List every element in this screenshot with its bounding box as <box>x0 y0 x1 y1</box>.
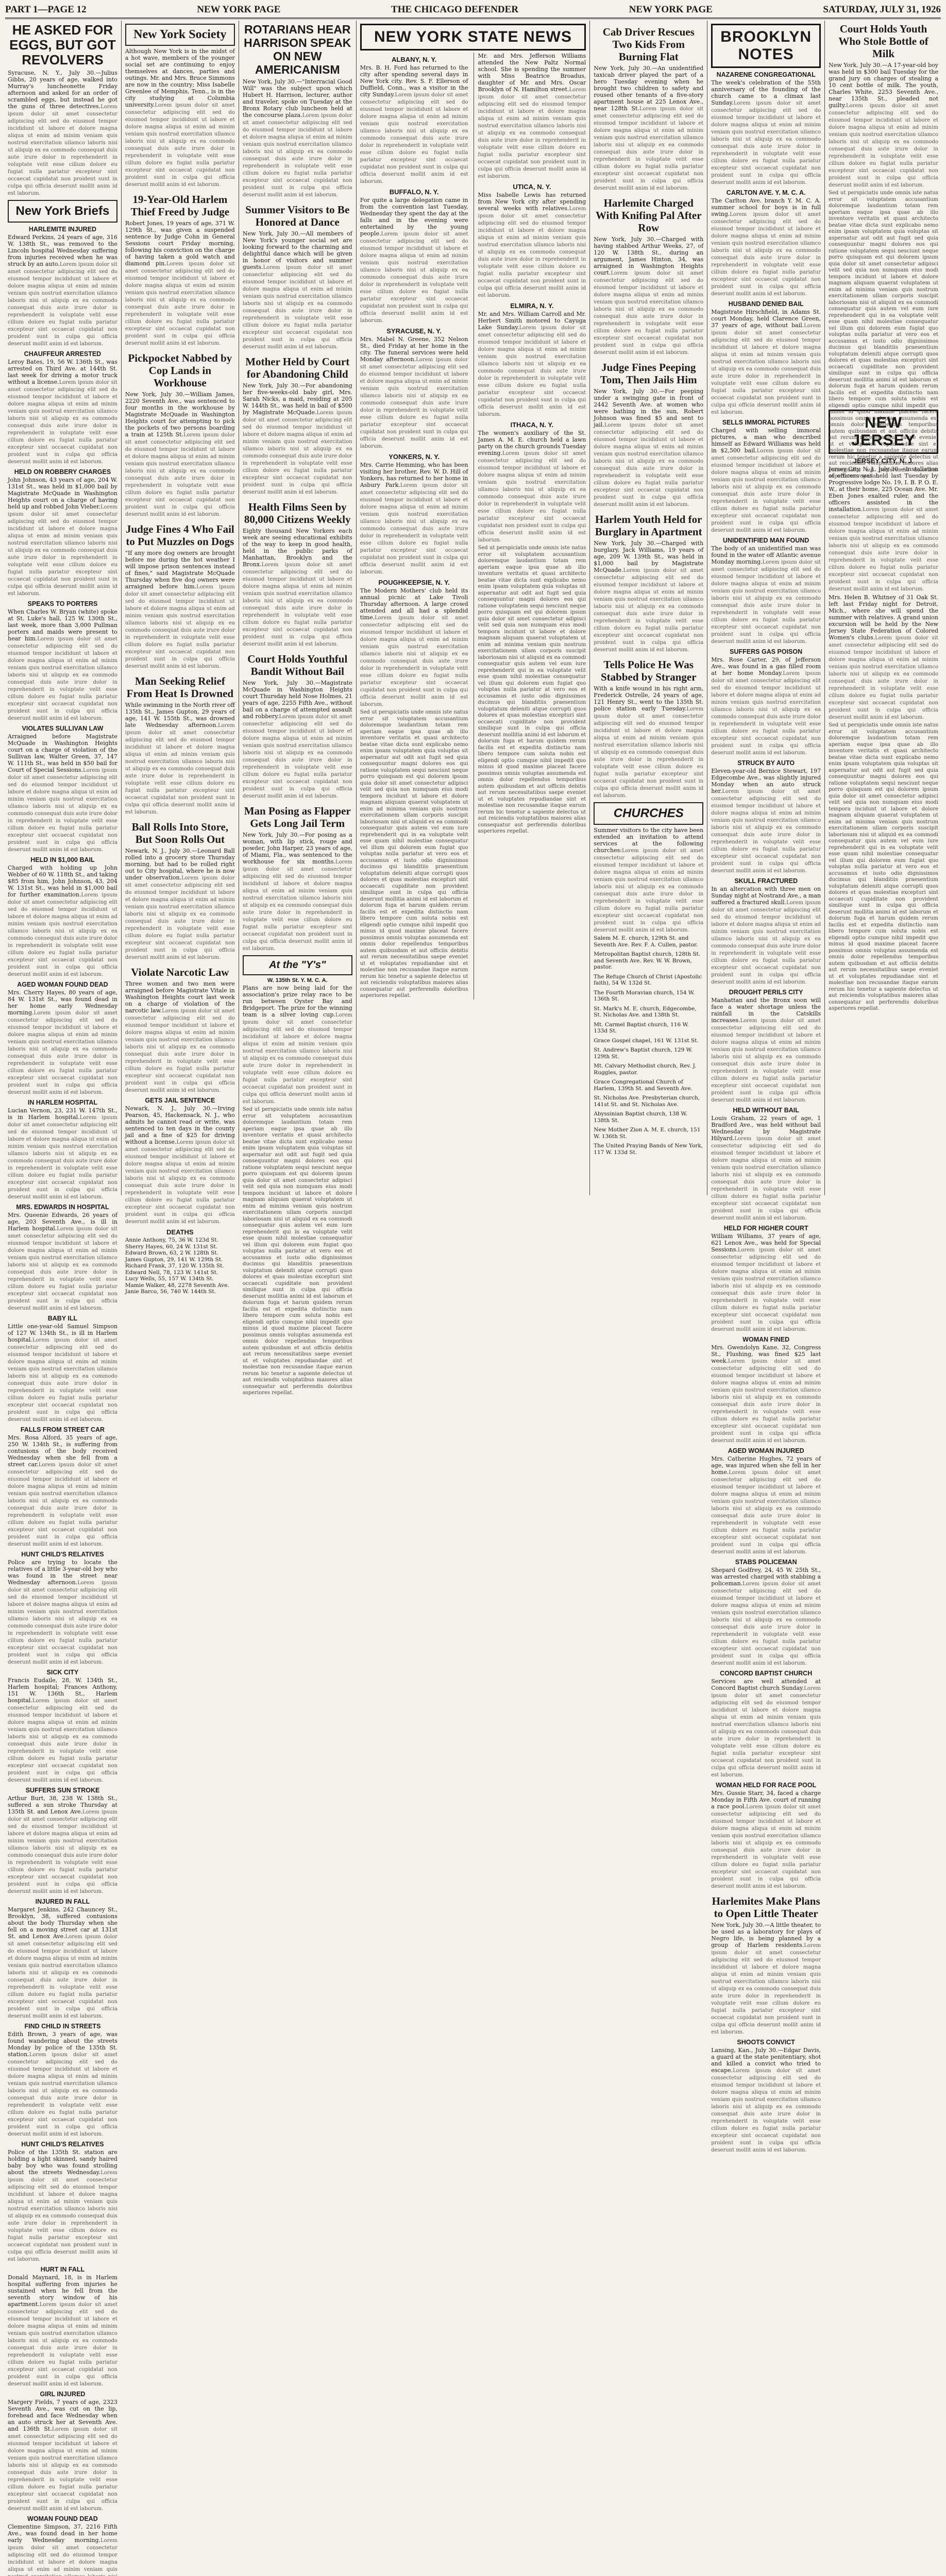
ys-title: At the "Y's" <box>243 955 352 975</box>
ys-article: Plans are now being laid for the association's prize relay race to be run between Oyster Bay and Bridgeport. The prize for the winning team is a silver loving cup. Lorem ipsum dolor sit amet consectetur adipiscing elit sed do eiusmod tempor incididunt ut labore et dolore magna aliqua ut enim ad minim veniam quis nostrud exercitation ullamco laboris nisi ut aliquip ex ea commodo consequat duis aute irure dolor in reprehenderit in voluptate velit esse cillum dolore eu fugiat nulla pariatur excepteur sint occaecat cupidatat non proident sunt in culpa qui officia deserunt mollit anim id est laborum. <box>243 985 352 1105</box>
column-5 <box>590 21 707 1195</box>
brief-headline: HUNT CHILD'S RELATIVES <box>21 1551 104 1558</box>
issue-date: SATURDAY, JULY 31, 1926 <box>823 4 941 15</box>
dateline: UTICA, N. Y. <box>513 183 551 191</box>
story-text: "If any more dog owners are brought before me during the hot weather I will impose prison sentences instead of fines," said Magistrate McQuade Thursday when five dog owners were arraigned before him. Lorem ipsum dolor sit amet consectetur adipiscing elit sed do eiusmod tempor incididunt ut labore et dolore magna aliqua ut enim ad minim veniam quis nostrud exercitation ullamco laboris nisi ut aliquip ex ea commodo consequat duis aute irure dolor in reprehenderit in voluptate velit esse cillum dolore eu fugiat nulla pariatur excepteur sint occaecat cupidatat non proident sunt in culpa qui officia deserunt mollit anim id est laborum. <box>125 550 235 670</box>
death-entry: Edward Nell, 78, 123 W. 141st St. <box>125 1269 218 1276</box>
page-columns <box>4 21 942 2544</box>
churches-intro: Summer visitors to the city have been extended an invitation to attend services at the following churches: Lorem ipsum dolor sit amet consectetur adipiscing elit sed do eiusmod tempor incididunt ut labore et dolore magna aliqua ut enim ad minim veniam quis nostrud exercitation ullamco laboris nisi ut aliquip ex ea commodo consequat duis aute irure dolor in reprehenderit in voluptate velit esse cillum dolore eu fugiat nulla pariatur excepteur sint occaecat cupidatat non proident sunt in culpa qui officia deserunt mollit anim id est laborum. <box>594 827 703 934</box>
brief-headline: VIOLATES SULLIVAN LAW <box>22 725 104 732</box>
dateline: BUFFALO, N. Y. <box>389 188 439 196</box>
little-theater-headline: Harlemites Make Plans to Open Little Theater <box>712 1895 820 1920</box>
dateline: ELMIRA, N. Y. <box>510 302 554 310</box>
dateline: ITHACA, N. Y. <box>510 421 554 429</box>
brief-headline: FIND CHILD IN STREETS <box>24 2023 101 2030</box>
column-3 <box>239 21 357 1195</box>
brief-text: Margery Fields, 7 years of age, 2323 Seventh Ave., was cut on the lip, forehead and face Wednesday when an auto struck her at Seventh Ave. and 136th St. Lorem ipsum dolor sit amet consectetur adipiscing elit sed do eiusmod tempor incididunt ut labore et dolore magna aliqua ut enim ad minim veniam quis nostrud exercitation ullamco laboris nisi ut aliquip ex ea commodo consequat duis aute irure dolor in reprehenderit in voluptate velit esse cillum dolore eu fugiat nulla pariatur excepteur sint occaecat cupidatat non proident sunt in culpa qui officia deserunt mollit anim id est laborum. <box>8 2399 117 2512</box>
brief-headline: WOMAN FOUND DEAD <box>27 2515 98 2522</box>
churches-list <box>594 935 703 1156</box>
column-1 <box>4 21 122 2544</box>
column-2 <box>122 21 239 1295</box>
church-entry: Abyssinian Baptist church, 138 W. 138th St. <box>594 1111 687 1124</box>
story-headline: Harlem Youth Held for Burglary in Apartment <box>595 513 702 538</box>
new-jersey-article: Jersey City, N. J., July 30.—Installation of officers was held last Tuesday by Progressive lodge No. 19, I. B. P. O. E. W., at their home, 225 Ocean Ave. Mr. Eben Jones exalted ruler, and the officers assisted in the installation. Lorem ipsum dolor sit amet consectetur adipiscing elit sed do eiusmod tempor incididunt ut labore et dolore magna aliqua ut enim ad minim veniam quis nostrud exercitation ullamco laboris nisi ut aliquip ex ea commodo consequat duis aute irure dolor in reprehenderit in voluptate velit esse cillum dolore eu fugiat nulla pariatur excepteur sint occaecat cupidatat non proident sunt in culpa qui officia deserunt mollit anim id est laborum. <box>829 466 938 592</box>
brooklyn-headline: SELLS IMMORAL PICTURES <box>722 419 810 426</box>
lead-article-rotarians: New York, July 30.—"Interracial Good Will" was the subject upon which Hubert H. Harrison, lecturer, author and traveler, spoke on Tuesday at the Bronx Rotary club luncheon held at the concourse plaza. Lorem ipsum dolor sit amet consectetur adipiscing elit sed do eiusmod tempor incididunt ut labore et dolore magna aliqua ut enim ad minim veniam quis nostrud exercitation ullamco laboris nisi ut aliquip ex ea commodo consequat duis aute irure dolor in reprehenderit in voluptate velit esse cillum dolore eu fugiat nulla pariatur excepteur sint occaecat cupidatat non proident sunt in culpa qui officia deserunt mollit anim id est laborum. <box>243 78 352 198</box>
story-headline: Tells Police He Was Stabbed by Stranger <box>600 658 697 683</box>
brooklyn-text: Manhattan and the Bronx soon will face a water shortage unless the rainfall in the Catskills increases. Lorem ipsum dolor sit amet consectetur adipiscing elit sed do eiusmod tempor incididunt ut labore et dolore magna aliqua ut enim ad minim veniam quis nostrud exercitation ullamco laboris nisi ut aliquip ex ea commodo consequat duis aute irure dolor in reprehenderit in voluptate velit esse cillum dolore eu fugiat nulla pariatur excepteur sint occaecat cupidatat non proident sunt in culpa qui officia deserunt mollit anim id est laborum. <box>711 997 821 1104</box>
story-headline: Harlemite Charged With Knifing Pal After Row <box>595 197 702 234</box>
brief-text: Little one-year-old Samuel Simpson of 127 W. 134th St., is ill in Harlem hospital. Lorem ipsum dolor sit amet consectetur adipiscing elit sed do eiusmod tempor incididunt ut labore et dolore magna aliqua ut enim ad minim veniam quis nostrud exercitation ullamco laboris nisi ut aliquip ex ea commodo consequat duis aute irure dolor in reprehenderit in voluptate velit esse cillum dolore eu fugiat nulla pariatur excepteur sint occaecat cupidatat non proident sunt in culpa qui officia deserunt mollit anim id est laborum. <box>8 1323 117 1423</box>
brooklyn-text: In an altercation with three men on Sunday night at Nostrand Ave., a man suffered a fractured skull. Lorem ipsum dolor sit amet consectetur adipiscing elit sed do eiusmod tempor incididunt ut labore et dolore magna aliqua ut enim ad minim veniam quis nostrud exercitation ullamco laboris nisi ut aliquip ex ea commodo consequat duis aute irure dolor in reprehenderit in voluptate velit esse cillum dolore eu fugiat nulla pariatur excepteur sint occaecat cupidatat non proident sunt in culpa qui officia deserunt mollit anim id est laborum. <box>711 886 821 986</box>
church-entry: The United Praying Bands of New York, 117 W. 133d St. <box>594 1143 703 1156</box>
death-entry: Edward Brown, 63, 2 W. 128th St. <box>125 1250 218 1256</box>
brooklyn-headline: CONCORD BAPTIST CHURCH <box>720 1670 813 1677</box>
church-entry: Metropolitan Baptist church, 128th St. and Seventh Ave. Rev. W. W. Brown, pastor. <box>594 951 701 970</box>
brief-headline: MRS. EDWARDS IN HOSPITAL <box>16 1204 109 1211</box>
story-text: While swimming in the North river off 135th St., James Gupton, 29 years of age, 141 W. 155th St., was drowned late Wednesday afternoon. Lorem ipsum dolor sit amet consectetur adipiscing elit sed do eiusmod tempor incididunt ut labore et dolore magna aliqua ut enim ad minim veniam quis nostrud exercitation ullamco laboris nisi ut aliquip ex ea commodo consequat duis aute irure dolor in reprehenderit in voluptate velit esse cillum dolore eu fugiat nulla pariatur excepteur sint occaecat cupidatat non proident sunt in culpa qui officia deserunt mollit anim id est laborum. <box>125 702 235 816</box>
story-text: New York, July 30.—Magistrate McQuade in Washington Heights court Thursday held Nose Holmes, 21 years of age, 2255 Fifth Ave., without bail on a charge of attempted assault and robbery. Lorem ipsum dolor sit amet consectetur adipiscing elit sed do eiusmod tempor incididunt ut labore et dolore magna aliqua ut enim ad minim veniam quis nostrud exercitation ullamco laboris nisi ut aliquip ex ea commodo consequat duis aute irure dolor in reprehenderit in voluptate velit esse cillum dolore eu fugiat nulla pariatur excepteur sint occaecat cupidatat non proident sunt in culpa qui officia deserunt mollit anim id est laborum. <box>243 680 352 800</box>
brooklyn-text: Charged with selling immoral pictures, a man who described himself as Edward Williams was held in $2,500 bail. Lorem ipsum dolor sit amet consectetur adipiscing elit sed do eiusmod tempor incididunt ut labore et dolore magna aliqua ut enim ad minim veniam quis nostrud exercitation ullamco laboris nisi ut aliquip ex ea commodo consequat duis aute irure dolor in reprehenderit in voluptate velit esse cillum dolore eu fugiat nulla pariatur excepteur sint occaecat cupidatat non proident sunt in culpa qui officia deserunt mollit anim id est laborum. <box>711 427 821 534</box>
ys-subtitle: W. 135th St. Y. M. C. A. <box>267 977 328 984</box>
briefs-list <box>8 226 117 2576</box>
brooklyn-text: Shepard Godfrey, 24, 45 W. 25th St., was arrested charged with stabbing a policeman. Lorem ipsum dolor sit amet consectetur adipiscing elit sed do eiusmod tempor incididunt ut labore et dolore magna aliqua ut enim ad minim veniam quis nostrud exercitation ullamco laboris nisi ut aliquip ex ea commodo consequat duis aute irure dolor in reprehenderit in voluptate velit esse cillum dolore eu fugiat nulla pariatur excepteur sint occaecat cupidatat non proident sunt in culpa qui officia deserunt mollit anim id est laborum. <box>711 1567 821 1667</box>
brief-text: Police of the 135th St. station are holding a light skinned, sandy haired baby boy who was found strolling about the streets Wednesday. Lorem ipsum dolor sit amet consectetur adipiscing elit sed do eiusmod tempor incididunt ut labore et dolore magna aliqua ut enim ad minim veniam quis nostrud exercitation ullamco laboris nisi ut aliquip ex ea commodo consequat duis aute irure dolor in reprehenderit in voluptate velit esse cillum dolore eu fugiat nulla pariatur excepteur sint occaecat cupidatat non proident sunt in culpa qui officia deserunt mollit anim id est laborum. <box>8 2149 117 2263</box>
brief-headline: AGED WOMAN FOUND DEAD <box>17 981 108 988</box>
state-news-text: Mrs. Mabel N. Greene, 352 Nelson St., died Friday at her home in the city. The funeral services were held Monday afternoon. Lorem ipsum dolor sit amet consectetur adipiscing elit sed do eiusmod tempor incididunt ut labore et dolore magna aliqua ut enim ad minim veniam quis nostrud exercitation ullamco laboris nisi ut aliquip ex ea commodo consequat duis aute irure dolor in reprehenderit in voluptate velit esse cillum dolore eu fugiat nulla pariatur excepteur sint occaecat cupidatat non proident sunt in culpa qui officia deserunt mollit anim id est laborum. <box>360 336 468 450</box>
briefs-title: New York Briefs <box>8 200 117 223</box>
brooklyn-headline: SUFFERS GAS POISON <box>730 648 803 655</box>
col5-stories <box>594 26 703 799</box>
brooklyn-text: Mrs. Gussie Starr, 34, faced a charge Monday in Fifth Ave. court of running a race pool. Lorem ipsum dolor sit amet consectetur adipiscing elit sed do eiusmod tempor incididunt ut labore et dolore magna aliqua ut enim ad minim veniam quis nostrud exercitation ullamco laboris nisi ut aliquip ex ea commodo consequat duis aute irure dolor in reprehenderit in voluptate velit esse cillum dolore eu fugiat nulla pariatur excepteur sint occaecat cupidatat non proident sunt in culpa qui officia deserunt mollit anim id est laborum. <box>711 1790 821 1890</box>
page-number: PART 1—PAGE 12 <box>5 4 87 15</box>
milk-headline: Court Holds Youth Who Stole Bottle of Milk <box>838 23 928 60</box>
column-7 <box>825 21 942 1195</box>
brief-headline: SICK CITY <box>46 1669 79 1676</box>
new-jersey-title: NEW JERSEY <box>829 410 938 454</box>
church-entry: The Refuge Church of Christ (Apostolic faith), 54 W. 132d St. <box>594 973 702 986</box>
dateline: ALBANY, N. Y. <box>392 56 437 63</box>
convict-article: Lansing, Kan., July 30.—Edgar Davis, a guard at the state penitentiary, shot and killed a convict who tried to escape. Lorem ipsum dolor sit amet consectetur adipiscing elit sed do eiusmod tempor incididunt ut labore et dolore magna aliqua ut enim ad minim veniam quis nostrud exercitation ullamco laboris nisi ut aliquip ex ea commodo consequat duis aute irure dolor in reprehenderit in voluptate velit esse cillum dolore eu fugiat nulla pariatur excepteur sint occaecat cupidatat non proident sunt in culpa qui officia deserunt mollit anim id est laborum. <box>711 2047 821 2154</box>
story-text: New York, July 30.—For abandoning her five-weeks-old baby girl, Mrs. Sarah Nicks, a maid, residing at 205 W. 144th St., was held in bail of $500 by Magistrate McQuade. Lorem ipsum dolor sit amet consectetur adipiscing elit sed do eiusmod tempor incididunt ut labore et dolore magna aliqua ut enim ad minim veniam quis nostrud exercitation ullamco laboris nisi ut aliquip ex ea commodo consequat duis aute irure dolor in reprehenderit in voluptate velit esse cillum dolore eu fugiat nulla pariatur excepteur sint occaecat cupidatat non proident sunt in culpa qui officia deserunt mollit anim id est laborum. <box>243 382 352 496</box>
brief-headline: SPEAKS TO PORTERS <box>27 600 98 607</box>
brief-text: Arraigned before Magistrate McQuade in Washington Heights court on a charge of violation of the Sullivan law, Walter Green, 37, 147 W. 111th St., was held in $50 bail for Court of Special Sessions. Lorem ipsum dolor sit amet consectetur adipiscing elit sed do eiusmod tempor incididunt ut labore et dolore magna aliqua ut enim ad minim veniam quis nostrud exercitation ullamco laboris nisi ut aliquip ex ea commodo consequat duis aute irure dolor in reprehenderit in voluptate velit esse cillum dolore eu fugiat nulla pariatur excepteur sint occaecat cupidatat non proident sunt in culpa qui officia deserunt mollit anim id est laborum. <box>8 733 117 853</box>
church-entry: New Mother Zion A. M. E. church, 151 W. 136th St. <box>594 1127 701 1140</box>
convict-headline: SHOOTS CONVICT <box>737 2039 795 2046</box>
brief-text: Clementine Simpson, 37, 2216 Fifth Ave., was found dead in her home early Wednesday morning. Lorem ipsum dolor sit amet consectetur adipiscing elit sed do eiusmod tempor incididunt ut labore et dolore magna aliqua ut enim ad minim veniam quis nostrud exercitation ullamco laboris nisi ut aliquip ex ea commodo consequat duis aute irure dolor in reprehenderit in voluptate velit esse cillum dolore eu fugiat nulla pariatur excepteur sint occaecat cupidatat non proident sunt in culpa qui officia deserunt mollit anim id est laborum. <box>8 2523 117 2576</box>
society-title: New York Society <box>125 24 235 46</box>
state-news-left <box>360 53 468 999</box>
brief-text: Donald Maynard, 18, is in Harlem hospital suffering from injuries he sustained when he fell from the seventh story window of his apartment. Lorem ipsum dolor sit amet consectetur adipiscing elit sed do eiusmod tempor incididunt ut labore et dolore magna aliqua ut enim ad minim veniam quis nostrud exercitation ullamco laboris nisi ut aliquip ex ea commodo consequat duis aute irure dolor in reprehenderit in voluptate velit esse cillum dolore eu fugiat nulla pariatur excepteur sint occaecat cupidatat non proident sunt in culpa qui officia deserunt mollit anim id est laborum. <box>8 2274 117 2387</box>
story-headline: Man Seeking Relief From Heat Is Drowned <box>126 675 234 700</box>
churches-title: CHURCHES <box>594 802 703 825</box>
brief-text: Police are trying to locate the relatives of a little 3-year-old boy who was found in the street near Wednesday afternoon. Lorem ipsum dolor sit amet consectetur adipiscing elit sed do eiusmod tempor incididunt ut labore et dolore magna aliqua ut enim ad minim veniam quis nostrud exercitation ullamco laboris nisi ut aliquip ex ea commodo consequat duis aute irure dolor in reprehenderit in voluptate velit esse cillum dolore eu fugiat nulla pariatur excepteur sint occaecat cupidatat non proident sunt in culpa qui officia deserunt mollit anim id est laborum. <box>8 1559 117 1666</box>
brooklyn-text: Services are well attended at Concord Baptist church Sunday. Lorem ipsum dolor sit amet consectetur adipiscing elit sed do eiusmod tempor incididunt ut labore et dolore magna aliqua ut enim ad minim veniam quis nostrud exercitation ullamco laboris nisi ut aliquip ex ea commodo consequat duis aute irure dolor in reprehenderit in voluptate velit esse cillum dolore eu fugiat nulla pariatur excepteur sint occaecat cupidatat non proident sunt in culpa qui officia deserunt mollit anim id est laborum. <box>711 1678 821 1778</box>
brief-text: Francis Eudaile, 28, W. 134th St., Harlem hospital; Frances Anthony, 151 W. 136th St., Harlem hospital. Lorem ipsum dolor sit amet consectetur adipiscing elit sed do eiusmod tempor incididunt ut labore et dolore magna aliqua ut enim ad minim veniam quis nostrud exercitation ullamco laboris nisi ut aliquip ex ea commodo consequat duis aute irure dolor in reprehenderit in voluptate velit esse cillum dolore eu fugiat nulla pariatur excepteur sint occaecat cupidatat non proident sunt in culpa qui officia deserunt mollit anim id est laborum. <box>8 1677 117 1784</box>
brooklyn-headline: NAZARENE CONGREGATIONAL <box>716 71 816 78</box>
state-news-text: For quite a large delegation came in from the convention last Tuesday, Wednesday they spent the day at the falls and in the evening were entertained by the young people. Lorem ipsum dolor sit amet consectetur adipiscing elit sed do eiusmod tempor incididunt ut labore et dolore magna aliqua ut enim ad minim veniam quis nostrud exercitation ullamco laboris nisi ut aliquip ex ea commodo consequat duis aute irure dolor in reprehenderit in voluptate velit esse cillum dolore eu fugiat nulla pariatur excepteur sint occaecat cupidatat non proident sunt in culpa qui officia deserunt mollit anim id est laborum. <box>360 197 468 324</box>
story-text: Newark, N. J., July 30.—Leonard Ball rolled into a grocery store Thursday morning, but had to be rolled right out to City hospital, where he is now under observation. Lorem ipsum dolor sit amet consectetur adipiscing elit sed do eiusmod tempor incididunt ut labore et dolore magna aliqua ut enim ad minim veniam quis nostrud exercitation ullamco laboris nisi ut aliquip ex ea commodo consequat duis aute irure dolor in reprehenderit in voluptate velit esse cillum dolore eu fugiat nulla pariatur excepteur sint occaecat cupidatat non proident sunt in culpa qui officia deserunt mollit anim id est laborum. <box>125 848 235 961</box>
story-text: Eighty thousand New Yorkers each week are seeing educational exhibits of the way to keep in good health, held in the public parks of Manhattan, Brooklyn and the Bronx. Lorem ipsum dolor sit amet consectetur adipiscing elit sed do eiusmod tempor incididunt ut labore et dolore magna aliqua ut enim ad minim veniam quis nostrud exercitation ullamco laboris nisi ut aliquip ex ea commodo consequat duis aute irure dolor in reprehenderit in voluptate velit esse cillum dolore eu fugiat nulla pariatur excepteur sint occaecat cupidatat non proident sunt in culpa qui officia deserunt mollit anim id est laborum. <box>243 528 352 648</box>
brief-headline: SUFFERS SUN STROKE <box>25 1787 100 1794</box>
column-6 <box>707 21 825 2074</box>
brooklyn-text: The body of an unidentified man was found in the water off Atlantic avenue Monday morning. Lorem ipsum dolor sit amet consectetur adipiscing elit sed do eiusmod tempor incididunt ut labore et dolore magna aliqua ut enim ad minim veniam quis nostrud exercitation ullamco laboris nisi ut aliquip ex ea commodo consequat duis aute irure dolor in reprehenderit in voluptate velit esse cillum dolore eu fugiat nulla pariatur excepteur sint occaecat cupidatat non proident sunt in culpa qui officia deserunt mollit anim id est laborum. <box>711 545 821 645</box>
brooklyn-text: Eleven-year-old Bernice Stewart, 197 Edgecombe Ave., was slightly injured Monday when an auto struck her. Lorem ipsum dolor sit amet consectetur adipiscing elit sed do eiusmod tempor incididunt ut labore et dolore magna aliqua ut enim ad minim veniam quis nostrud exercitation ullamco laboris nisi ut aliquip ex ea commodo consequat duis aute irure dolor in reprehenderit in voluptate velit esse cillum dolore eu fugiat nulla pariatur excepteur sint occaecat cupidatat non proident sunt in culpa qui officia deserunt mollit anim id est laborum. <box>711 768 821 874</box>
story-text: New York, July 30.—William James, 2220 Seventh Ave., was sentenced to four months in the workhouse by Magistrate McQuade in Washington Heights court for attempting to pick the pockets of two persons boarding a train at 125th St. Lorem ipsum dolor sit amet consectetur adipiscing elit sed do eiusmod tempor incididunt ut labore et dolore magna aliqua ut enim ad minim veniam quis nostrud exercitation ullamco laboris nisi ut aliquip ex ea commodo consequat duis aute irure dolor in reprehenderit in voluptate velit esse cillum dolore eu fugiat nulla pariatur excepteur sint occaecat cupidatat non proident sunt in culpa qui officia deserunt mollit anim id est laborum. <box>125 391 235 518</box>
filler-text <box>360 709 468 999</box>
brief-headline: INJURED IN FALL <box>35 1898 90 1905</box>
brief-headline: HELD IN $1,000 BAIL <box>30 856 95 863</box>
church-entry: Salem M. E. church, 129th St. and Seventh Ave. Rev. F. A. Cullen, pastor. <box>594 935 698 948</box>
little-theater-article: New York, July 30.—A little theater, to be used as a laboratory for plays of Negro life, is being planned by a group of Harlem residents. Lorem ipsum dolor sit amet consectetur adipiscing elit sed do eiusmod tempor incididunt ut labore et dolore magna aliqua ut enim ad minim veniam quis nostrud exercitation ullamco laboris nisi ut aliquip ex ea commodo consequat duis aute irure dolor in reprehenderit in voluptate velit esse cillum dolore eu fugiat nulla pariatur excepteur sint occaecat cupidatat non proident sunt in culpa qui officia deserunt mollit anim id est laborum. <box>711 1922 821 2036</box>
brooklyn-headline: DROUGHT PERILS CITY <box>729 989 803 996</box>
column-4 <box>357 21 590 1195</box>
story-headline: Judge Fines 4 Who Fail to Put Muzzles on Dogs <box>125 523 234 548</box>
story-headline: Violate Narcotic Law <box>131 966 229 978</box>
brief-text: John Johnson, 43 years of age, 204 W. 131st St., was held in $1,000 bail by Magistrate McQuade in Washington Heights court on a charge of having held up and robbed John Vieber. Lorem ipsum dolor sit amet consectetur adipiscing elit sed do eiusmod tempor incididunt ut labore et dolore magna aliqua ut enim ad minim veniam quis nostrud exercitation ullamco laboris nisi ut aliquip ex ea commodo consequat duis aute irure dolor in reprehenderit in voluptate velit esse cillum dolore eu fugiat nulla pariatur excepteur sint occaecat cupidatat non proident sunt in culpa qui officia deserunt mollit anim id est laborum. <box>8 477 117 597</box>
brooklyn-text: Mrs. Rose Carter, 29, of Jefferson Ave., was found in a gas filled room at her home Monday. Lorem ipsum dolor sit amet consectetur adipiscing elit sed do eiusmod tempor incididunt ut labore et dolore magna aliqua ut enim ad minim veniam quis nostrud exercitation ullamco laboris nisi ut aliquip ex ea commodo consequat duis aute irure dolor in reprehenderit in voluptate velit esse cillum dolore eu fugiat nulla pariatur excepteur sint occaecat cupidatat non proident sunt in culpa qui officia deserunt mollit anim id est laborum. <box>711 656 821 756</box>
state-news-title: NEW YORK STATE NEWS <box>360 24 586 50</box>
brief-headline: HELD ON ROBBERY CHARGES <box>14 468 111 476</box>
story-headline: Summer Visitors to Be Honored at Dance <box>245 204 350 228</box>
story-text: New York, July 30.—All members of New York's younger social set are looking forward to the charming and delightful dance which will be given in honor of visitors and summer guests. Lorem ipsum dolor sit amet consectetur adipiscing elit sed do eiusmod tempor incididunt ut labore et dolore magna aliqua ut enim ad minim veniam quis nostrud exercitation ullamco laboris nisi ut aliquip ex ea commodo consequat duis aute irure dolor in reprehenderit in voluptate velit esse cillum dolore eu fugiat nulla pariatur excepteur sint occaecat cupidatat non proident sunt in culpa qui officia deserunt mollit anim id est laborum. <box>243 230 352 350</box>
brief-headline: HARLEMITE INJURED <box>28 226 97 233</box>
filler-text <box>829 190 938 406</box>
brooklyn-text: Louis Graham, 22 years of age, 1 Bradford Ave., was held without bail Wednesday by Magistrate Hilyard. Lorem ipsum dolor sit amet consectetur adipiscing elit sed do eiusmod tempor incididunt ut labore et dolore magna aliqua ut enim ad minim veniam quis nostrud exercitation ullamco laboris nisi ut aliquip ex ea commodo consequat duis aute irure dolor in reprehenderit in voluptate velit esse cillum dolore eu fugiat nulla pariatur excepteur sint occaecat cupidatat non proident sunt in culpa qui officia deserunt mollit anim id est laborum. <box>711 1115 821 1222</box>
brief-headline: FALLS FROM STREET CAR <box>20 1426 105 1433</box>
story-headline: Mother Held by Court for Abandoning Child <box>245 355 350 380</box>
section-label-right: NEW YORK PAGE <box>629 4 713 15</box>
brooklyn-headline: CARLTON AVE. Y. M. C. A. <box>726 189 806 196</box>
jersey-city-dateline: JERSEY CITY, N. J. <box>853 457 914 465</box>
brief-headline: GIRL INJURED <box>40 2391 86 2398</box>
brooklyn-headline: STABS POLICEMAN <box>735 1558 797 1566</box>
brief-headline: IN HARLEM HOSPITAL <box>27 1099 98 1106</box>
church-entry: Mt. Carmel Baptist church, 116 W. 133d St. <box>594 1021 689 1034</box>
state-news-body <box>360 53 586 999</box>
church-entry: The Fourth Moravian church, 154 W. 136th St. <box>594 989 695 1002</box>
jail-article: Newark, N. J., July 30.—Irving Pearson, 45, Hackensack, N. J., who admits he cannot read or write, was sentenced to ten days in the county jail and a fine of $25 for driving without a license. Lorem ipsum dolor sit amet consectetur adipiscing elit sed do eiusmod tempor incididunt ut labore et dolore magna aliqua ut enim ad minim veniam quis nostrud exercitation ullamco laboris nisi ut aliquip ex ea commodo consequat duis aute irure dolor in reprehenderit in voluptate velit esse cillum dolore eu fugiat nulla pariatur excepteur sint occaecat cupidatat non proident sunt in culpa qui officia deserunt mollit anim id est laborum. <box>125 1105 235 1225</box>
brooklyn-headline: HUSBAND DENIED BAIL <box>728 300 804 308</box>
brief-text: Mrs. Cherry Hayes, 80 years of age, 84 W. 131st St., was found dead in her home early Wednesday morning. Lorem ipsum dolor sit amet consectetur adipiscing elit sed do eiusmod tempor incididunt ut labore et dolore magna aliqua ut enim ad minim veniam quis nostrud exercitation ullamco laboris nisi ut aliquip ex ea commodo consequat duis aute irure dolor in reprehenderit in voluptate velit esse cillum dolore eu fugiat nulla pariatur excepteur sint occaecat cupidatat non proident sunt in culpa qui officia deserunt mollit anim id est laborum. <box>8 989 117 1096</box>
story-headline: Health Films Seen by 80,000 Citizens Weekly <box>244 501 351 526</box>
story-headline: Court Holds Youthful Bandit Without Bail <box>247 653 348 677</box>
state-news-text: Mrs. B. H. Ford has returned to the city after spending several days in New York city. Rev. S. F. Ellerson of Duffield, Conn., was a visitor in the city Sunday. Lorem ipsum dolor sit amet consectetur adipiscing elit sed do eiusmod tempor incididunt ut labore et dolore magna aliqua ut enim ad minim veniam quis nostrud exercitation ullamco laboris nisi ut aliquip ex ea commodo consequat duis aute irure dolor in reprehenderit in voluptate velit esse cillum dolore eu fugiat nulla pariatur excepteur sint occaecat cupidatat non proident sunt in culpa qui officia deserunt mollit anim id est laborum. <box>360 64 468 185</box>
church-entry: Mt. Calvary Methodist church, Rev. J. Ruggles, pastor. <box>594 1063 697 1076</box>
state-news-text: Miss Isabelle Lewis has returned from New York city after spending several weeks with relatives. Lorem ipsum dolor sit amet consectetur adipiscing elit sed do eiusmod tempor incididunt ut labore et dolore magna aliqua ut enim ad minim veniam quis nostrud exercitation ullamco laboris nisi ut aliquip ex ea commodo consequat duis aute irure dolor in reprehenderit in voluptate velit esse cillum dolore eu fugiat nulla pariatur excepteur sint occaecat cupidatat non proident sunt in culpa qui officia deserunt mollit anim id est laborum. <box>478 192 586 299</box>
brief-headline: HURT IN FALL <box>40 2266 85 2273</box>
brooklyn-text: Mrs. Gwendolyn Kane, 32, Congress St., Flushing, was fined $25 last week. Lorem ipsum dolor sit amet consectetur adipiscing elit sed do eiusmod tempor incididunt ut labore et dolore magna aliqua ut enim ad minim veniam quis nostrud exercitation ullamco laboris nisi ut aliquip ex ea commodo consequat duis aute irure dolor in reprehenderit in voluptate velit esse cillum dolore eu fugiat nulla pariatur excepteur sint occaecat cupidatat non proident sunt in culpa qui officia deserunt mollit anim id est laborum. <box>711 1344 821 1444</box>
brief-text: Margaret Jenkins, 242 Chauncey St., Brooklyn, 38, suffered contusions about the body Thursday when she fell on a moving street car at 131st St. and Lenox Ave. Lorem ipsum dolor sit amet consectetur adipiscing elit sed do eiusmod tempor incididunt ut labore et dolore magna aliqua ut enim ad minim veniam quis nostrud exercitation ullamco laboris nisi ut aliquip ex ea commodo consequat duis aute irure dolor in reprehenderit in voluptate velit esse cillum dolore eu fugiat nulla pariatur excepteur sint occaecat cupidatat non proident sunt in culpa qui officia deserunt mollit anim id est laborum. <box>8 1906 117 2020</box>
brief-text: Charged with holding up John Webber of 60 W. 118th St., and taking $85 from him, John Johnson, 43, 204 W. 131st St., was held in $1,000 bail for further examination. Lorem ipsum dolor sit amet consectetur adipiscing elit sed do eiusmod tempor incididunt ut labore et dolore magna aliqua ut enim ad minim veniam quis nostrud exercitation ullamco laboris nisi ut aliquip ex ea commodo consequat duis aute irure dolor in reprehenderit in voluptate velit esse cillum dolore eu fugiat nulla pariatur excepteur sint occaecat cupidatat non proident sunt in culpa qui officia deserunt mollit anim id est laborum. <box>8 865 117 978</box>
state-news-text: The women's auxiliary of the St. James A. M. E. church held a lawn party on the church grounds Tuesday evening. Lorem ipsum dolor sit amet consectetur adipiscing elit sed do eiusmod tempor incididunt ut labore et dolore magna aliqua ut enim ad minim veniam quis nostrud exercitation ullamco laboris nisi ut aliquip ex ea commodo consequat duis aute irure dolor in reprehenderit in voluptate velit esse cillum dolore eu fugiat nulla pariatur excepteur sint occaecat cupidatat non proident sunt in culpa qui officia deserunt mollit anim id est laborum. <box>478 430 586 544</box>
brooklyn-headline: WOMAN HELD FOR RACE POOL <box>716 1782 817 1789</box>
church-entry: St. Andrew's Baptist church, 129 W. 129th St. <box>594 1047 692 1060</box>
brief-text: Mrs. Queenie Edwards, 26 years of age, 203 Seventh Ave., is ill in Harlem hospital. Lorem ipsum dolor sit amet consectetur adipiscing elit sed do eiusmod tempor incididunt ut labore et dolore magna aliqua ut enim ad minim veniam quis nostrud exercitation ullamco laboris nisi ut aliquip ex ea commodo consequat duis aute irure dolor in reprehenderit in voluptate velit esse cillum dolore eu fugiat nulla pariatur excepteur sint occaecat cupidatat non proident sunt in culpa qui officia deserunt mollit anim id est laborum. <box>8 1212 117 1312</box>
brooklyn-headline: STRUCK BY AUTO <box>737 759 795 767</box>
newspaper-name: THE CHICAGO DEFENDER <box>391 4 519 15</box>
filler-text <box>478 545 586 835</box>
church-entry: St. Nicholas Ave. Presbyterian church, 141st St. and St. Nicholas Ave. <box>594 1095 700 1108</box>
brooklyn-headline: AGED WOMAN INJURED <box>728 1447 804 1454</box>
brooklyn-title: BROOKLYN NOTES <box>711 24 821 68</box>
brief-text: Arthur Burt, 38, 238 W. 138th St., suffered a sun stroke Thursday at 135th St. and Lenox Ave. Lorem ipsum dolor sit amet consectetur adipiscing elit sed do eiusmod tempor incididunt ut labore et dolore magna aliqua ut enim ad minim veniam quis nostrud exercitation ullamco laboris nisi ut aliquip ex ea commodo consequat duis aute irure dolor in reprehenderit in voluptate velit esse cillum dolore eu fugiat nulla pariatur excepteur sint occaecat cupidatat non proident sunt in culpa qui officia deserunt mollit anim id est laborum. <box>8 1795 117 1895</box>
story-headline: Pickpocket Nabbed by Cop Lands in Workhouse <box>128 352 232 389</box>
story-text: New York, July 30.—Charged with burglary, Jack Williams, 19 years of age, 209 W. 139th St., was held in $1,000 bail by Magistrate McQuade. Lorem ipsum dolor sit amet consectetur adipiscing elit sed do eiusmod tempor incididunt ut labore et dolore magna aliqua ut enim ad minim veniam quis nostrud exercitation ullamco laboris nisi ut aliquip ex ea commodo consequat duis aute irure dolor in reprehenderit in voluptate velit esse cillum dolore eu fugiat nulla pariatur excepteur sint occaecat cupidatat non proident sunt in culpa qui officia deserunt mollit anim id est laborum. <box>594 540 703 653</box>
death-entry: Sherry Hayes, 60, 24 W. 131st St. <box>125 1243 218 1250</box>
deaths-list <box>125 1237 235 1295</box>
story-text: New York, July 30.—An unidentified taxicab driver played the part of a hero Tuesday evening when he brought two children to safety and roused other tenants of a five-story apartment house at 225 Lenox Ave., near 128th St. Lorem ipsum dolor sit amet consectetur adipiscing elit sed do eiusmod tempor incididunt ut labore et dolore magna aliqua ut enim ad minim veniam quis nostrud exercitation ullamco laboris nisi ut aliquip ex ea commodo consequat duis aute irure dolor in reprehenderit in voluptate velit esse cillum dolore eu fugiat nulla pariatur excepteur sint occaecat cupidatat non proident sunt in culpa qui officia deserunt mollit anim id est laborum. <box>594 65 703 192</box>
state-news-right <box>474 53 586 999</box>
story-headline: Judge Fines Peeping Tom, Then Jails Him <box>600 361 697 386</box>
brief-text: Edith Brown, 3 years of age, was found wandering about the streets Monday by police of the 135th St. station. Lorem ipsum dolor sit amet consectetur adipiscing elit sed do eiusmod tempor incididunt ut labore et dolore magna aliqua ut enim ad minim veniam quis nostrud exercitation ullamco laboris nisi ut aliquip ex ea commodo consequat duis aute irure dolor in reprehenderit in voluptate velit esse cillum dolore eu fugiat nulla pariatur excepteur sint occaecat cupidatat non proident sunt in culpa qui officia deserunt mollit anim id est laborum. <box>8 2031 117 2138</box>
state-news-text: Mr. and Mrs. William Carroll and Mr. Herbert Smith motored to Cayuga Lake Sunday. Lorem ipsum dolor sit amet consectetur adipiscing elit sed do eiusmod tempor incididunt ut labore et dolore magna aliqua ut enim ad minim veniam quis nostrud exercitation ullamco laboris nisi ut aliquip ex ea commodo consequat duis aute irure dolor in reprehenderit in voluptate velit esse cillum dolore eu fugiat nulla pariatur excepteur sint occaecat cupidatat non proident sunt in culpa qui officia deserunt mollit anim id est laborum. <box>478 311 586 418</box>
brooklyn-text: William Williams, 37 years of age, 621 Lenox Ave., was held for Special Sessions. Lorem ipsum dolor sit amet consectetur adipiscing elit sed do eiusmod tempor incididunt ut labore et dolore magna aliqua ut enim ad minim veniam quis nostrud exercitation ullamco laboris nisi ut aliquip ex ea commodo consequat duis aute irure dolor in reprehenderit in voluptate velit esse cillum dolore eu fugiat nulla pariatur excepteur sint occaecat cupidatat non proident sunt in culpa qui officia deserunt mollit anim id est laborum. <box>711 1233 821 1333</box>
brooklyn-text: The week's celebration of the 55th anniversary of the founding of the church came to a climax last Sunday. Lorem ipsum dolor sit amet consectetur adipiscing elit sed do eiusmod tempor incididunt ut labore et dolore magna aliqua ut enim ad minim veniam quis nostrud exercitation ullamco laboris nisi ut aliquip ex ea commodo consequat duis aute irure dolor in reprehenderit in voluptate velit esse cillum dolore eu fugiat nulla pariatur excepteur sint occaecat cupidatat non proident sunt in culpa qui officia deserunt mollit anim id est laborum. <box>711 79 821 186</box>
deaths-headline: DEATHS <box>166 1228 194 1236</box>
brooklyn-headline: SKULL FRACTURED <box>734 877 798 885</box>
story-text: New York, July 30.—For posing as a woman, with lip stick, rouge and powder, John Harper, 23 years of age, of Miami, Fla., was sentenced to the workhouse for six months. Lorem ipsum dolor sit amet consectetur adipiscing elit sed do eiusmod tempor incididunt ut labore et dolore magna aliqua ut enim ad minim veniam quis nostrud exercitation ullamco laboris nisi ut aliquip ex ea commodo consequat duis aute irure dolor in reprehenderit in voluptate velit esse cillum dolore eu fugiat nulla pariatur excepteur sint occaecat cupidatat non proident sunt in culpa qui officia deserunt mollit anim id est laborum. <box>243 832 352 952</box>
death-entry: Annie Anthony, 75, 36 W. 123d St. <box>125 1237 218 1243</box>
church-entry: Grace Congregational Church of Harlem, 139th St. and Seventh Ave. <box>594 1079 692 1092</box>
brief-text: Leroy Bates, 19, 56 W. 136th St., was arrested on Third Ave. at 144th St. last week for driving a motor truck without a license. Lorem ipsum dolor sit amet consectetur adipiscing elit sed do eiusmod tempor incididunt ut labore et dolore magna aliqua ut enim ad minim veniam quis nostrud exercitation ullamco laboris nisi ut aliquip ex ea commodo consequat duis aute irure dolor in reprehenderit in voluptate velit esse cillum dolore eu fugiat nulla pariatur excepteur sint occaecat cupidatat non proident sunt in culpa qui officia deserunt mollit anim id est laborum. <box>8 359 117 465</box>
story-headline: Cab Driver Rescues Two Kids From Burning Flat <box>602 26 695 63</box>
brief-headline: HUNT CHILD'S RELATIVES <box>21 2141 104 2148</box>
brief-text: Edward Perkins, 24 years of age, 316 W. 138th St., was removed to the Lincoln hospital Wednesday suffering from injuries received when he was struck by an auto. Lorem ipsum dolor sit amet consectetur adipiscing elit sed do eiusmod tempor incididunt ut labore et dolore magna aliqua ut enim ad minim veniam quis nostrud exercitation ullamco laboris nisi ut aliquip ex ea commodo consequat duis aute irure dolor in reprehenderit in voluptate velit esse cillum dolore eu fugiat nulla pariatur excepteur sint occaecat cupidatat non proident sunt in culpa qui officia deserunt mollit anim id est laborum. <box>8 234 117 347</box>
lead-article: Syracuse, N. Y., July 30.—Julius Gibbs, 20 years of age, walked into Murray's luncheonette Friday afternoon and asked for an order of scrambled eggs, but instead he got the guns of three detectives. Lorem ipsum dolor sit amet consectetur adipiscing elit sed do eiusmod tempor incididunt ut labore et dolore magna aliqua ut enim ad minim veniam quis nostrud exercitation ullamco laboris nisi ut aliquip ex ea commodo consequat duis aute irure dolor in reprehenderit in voluptate velit esse cillum dolore eu fugiat nulla pariatur excepteur sint occaecat cupidatat non proident sunt in culpa qui officia deserunt mollit anim id est laborum. <box>8 70 117 197</box>
col3-stories <box>243 204 352 952</box>
death-entry: Richard Frank, 37, 120 W. 135th St. <box>125 1263 224 1269</box>
state-news-text: Mr. and Mrs. Jefferson Williams attended the New Paltz Normal school. She is spending the summer with Miss Beatrice Broadus, daughter of Mr. and Mrs. Oscar Brooklyn of N. Hamilton street. Lorem ipsum dolor sit amet consectetur adipiscing elit sed do eiusmod tempor incididunt ut labore et dolore magna aliqua ut enim ad minim veniam quis nostrud exercitation ullamco laboris nisi ut aliquip ex ea commodo consequat duis aute irure dolor in reprehenderit in voluptate velit esse cillum dolore eu fugiat nulla pariatur excepteur sint occaecat cupidatat non proident sunt in culpa qui officia deserunt mollit anim id est laborum. <box>478 53 586 180</box>
brief-text: Lucian Vernon, 23, 231 W. 147th St., is in Harlem hospital. Lorem ipsum dolor sit amet consectetur adipiscing elit sed do eiusmod tempor incididunt ut labore et dolore magna aliqua ut enim ad minim veniam quis nostrud exercitation ullamco laboris nisi ut aliquip ex ea commodo consequat duis aute irure dolor in reprehenderit in voluptate velit esse cillum dolore eu fugiat nulla pariatur excepteur sint occaecat cupidatat non proident sunt in culpa qui officia deserunt mollit anim id est laborum. <box>8 1107 117 1200</box>
lead-headline-rotarians: ROTARIANS HEAR HARRISON SPEAK ON NEW AMERICANISM <box>244 23 351 76</box>
brooklyn-headline: HELD FOR HIGHER COURT <box>723 1225 808 1232</box>
brief-headline: CHAUFFEUR ARRESTED <box>24 350 102 358</box>
new-jersey-article-more: Mrs. Helen B. Whitney of 31 Oak St. left last Friday night for Detroit, Mich., where she will spend the summer with relatives. A grand union excursion will be held by the New Jersey State Federation of Colored Women's clubs. Lorem ipsum dolor sit amet consectetur adipiscing elit sed do eiusmod tempor incididunt ut labore et dolore magna aliqua ut enim ad minim veniam quis nostrud exercitation ullamco laboris nisi ut aliquip ex ea commodo consequat duis aute irure dolor in reprehenderit in voluptate velit esse cillum dolore eu fugiat nulla pariatur excepteur sint occaecat cupidatat non proident sunt in culpa qui officia deserunt mollit anim id est laborum. <box>829 594 938 721</box>
brief-text: When Charles W. Bryan (white) spoke at St. Luke's hall, 125 W. 130th St., last week, more than 3,000 Pullman porters and maids were present to hear him. Lorem ipsum dolor sit amet consectetur adipiscing elit sed do eiusmod tempor incididunt ut labore et dolore magna aliqua ut enim ad minim veniam quis nostrud exercitation ullamco laboris nisi ut aliquip ex ea commodo consequat duis aute irure dolor in reprehenderit in voluptate velit esse cillum dolore eu fugiat nulla pariatur excepteur sint occaecat cupidatat non proident sunt in culpa qui officia deserunt mollit anim id est laborum. <box>8 608 117 722</box>
brief-headline: BABY ILL <box>47 1315 78 1322</box>
section-label-left: NEW YORK PAGE <box>197 4 281 15</box>
death-entry: James Gupton, 29, 141 W. 129th St. <box>125 1256 223 1263</box>
brooklyn-text: The Carlton Ave. branch Y. M. C. A. summer school for boys is in full swing. Lorem ipsum dolor sit amet consectetur adipiscing elit sed do eiusmod tempor incididunt ut labore et dolore magna aliqua ut enim ad minim veniam quis nostrud exercitation ullamco laboris nisi ut aliquip ex ea commodo consequat duis aute irure dolor in reprehenderit in voluptate velit esse cillum dolore eu fugiat nulla pariatur excepteur sint occaecat cupidatat non proident sunt in culpa qui officia deserunt mollit anim id est laborum. <box>711 197 821 297</box>
story-text: With a knife wound in his right arm, Frederick Ostrelle, 24 years of age, 121 Henry St., went to the 135th St. police station early Tuesday. Lorem ipsum dolor sit amet consectetur adipiscing elit sed do eiusmod tempor incididunt ut labore et dolore magna aliqua ut enim ad minim veniam quis nostrud exercitation ullamco laboris nisi ut aliquip ex ea commodo consequat duis aute irure dolor in reprehenderit in voluptate velit esse cillum dolore eu fugiat nulla pariatur excepteur sint occaecat cupidatat non proident sunt in culpa qui officia deserunt mollit anim id est laborum. <box>594 685 703 799</box>
lead-headline: HE ASKED FOR EGGS, BUT GOT REVOLVERS <box>9 22 116 67</box>
brooklyn-items <box>711 71 821 1890</box>
jail-headline: GETS JAIL SENTENCE <box>145 1097 215 1104</box>
church-entry: St. Mark's M. E. church, Edgecombe, St. Nicholas Ave. and 138th St. <box>594 1005 697 1018</box>
story-text: Three women and two men were arraigned before Magistrate Vitale in Washington Heights court last week on a charge of violation of the narcotic law. Lorem ipsum dolor sit amet consectetur adipiscing elit sed do eiusmod tempor incididunt ut labore et dolore magna aliqua ut enim ad minim veniam quis nostrud exercitation ullamco laboris nisi ut aliquip ex ea commodo consequat duis aute irure dolor in reprehenderit in voluptate velit esse cillum dolore eu fugiat nulla pariatur excepteur sint occaecat cupidatat non proident sunt in culpa qui officia deserunt mollit anim id est laborum. <box>125 980 235 1094</box>
society-article: Although New York is in the midst of a hot wave, members of the younger social set are continuing to enjoy themselves at dances, parties and outings. Mr. and Mrs. Bruce Simmons are now in the country; Miss Isabelle Greenlee of Memphis, Tenn., is in the city studying at Columbia university. Lorem ipsum dolor sit amet consectetur adipiscing elit sed do eiusmod tempor incididunt ut labore et dolore magna aliqua ut enim ad minim veniam quis nostrud exercitation ullamco laboris nisi ut aliquip ex ea commodo consequat duis aute irure dolor in reprehenderit in voluptate velit esse cillum dolore eu fugiat nulla pariatur excepteur sint occaecat cupidatat non proident sunt in culpa qui officia deserunt mollit anim id est laborum. <box>125 48 235 188</box>
story-text: New York, July 30.—For peeping under a swinging gate in front of 2442 Seventh Ave. at women who were bathing in the sun, Robert Johnson was fined $5 and sent to jail. Lorem ipsum dolor sit amet consectetur adipiscing elit sed do eiusmod tempor incididunt ut labore et dolore magna aliqua ut enim ad minim veniam quis nostrud exercitation ullamco laboris nisi ut aliquip ex ea commodo consequat duis aute irure dolor in reprehenderit in voluptate velit esse cillum dolore eu fugiat nulla pariatur excepteur sint occaecat cupidatat non proident sunt in culpa qui officia deserunt mollit anim id est laborum. <box>594 388 703 508</box>
story-headline: 19-Year-Old Harlem Thief Freed by Judge <box>130 193 230 218</box>
brief-text: Mrs. Rosa Alford, 35 years of age, 250 W. 134th St., is suffering from contusions of the body received Wednesday when she fell from a street car. Lorem ipsum dolor sit amet consectetur adipiscing elit sed do eiusmod tempor incididunt ut labore et dolore magna aliqua ut enim ad minim veniam quis nostrud exercitation ullamco laboris nisi ut aliquip ex ea commodo consequat duis aute irure dolor in reprehenderit in voluptate velit esse cillum dolore eu fugiat nulla pariatur excepteur sint occaecat cupidatat non proident sunt in culpa qui officia deserunt mollit anim id est laborum. <box>8 1434 117 1548</box>
dateline: YONKERS, N. Y. <box>388 453 440 461</box>
state-news-text: The Modern Mothers' club held its annual picnic at Lake Tivoli Thursday afternoon. A large crowd attended and all had a splendid time. Lorem ipsum dolor sit amet consectetur adipiscing elit sed do eiusmod tempor incididunt ut labore et dolore magna aliqua ut enim ad minim veniam quis nostrud exercitation ullamco laboris nisi ut aliquip ex ea commodo consequat duis aute irure dolor in reprehenderit in voluptate velit esse cillum dolore eu fugiat nulla pariatur excepteur sint occaecat cupidatat non proident sunt in culpa qui officia deserunt mollit anim id est laborum. <box>360 587 468 708</box>
story-text: New York, July 30.—Charged with having stabbed Arthur Weeks, 27, of 120 W. 138th St., during an argument, James Hinton, 34, was arraigned in Washington Heights court. Lorem ipsum dolor sit amet consectetur adipiscing elit sed do eiusmod tempor incididunt ut labore et dolore magna aliqua ut enim ad minim veniam quis nostrud exercitation ullamco laboris nisi ut aliquip ex ea commodo consequat duis aute irure dolor in reprehenderit in voluptate velit esse cillum dolore eu fugiat nulla pariatur excepteur sint occaecat cupidatat non proident sunt in culpa qui officia deserunt mollit anim id est laborum. <box>594 236 703 356</box>
dateline: SYRACUSE, N. Y. <box>386 327 442 335</box>
milk-article: New York, July 30.—A 17-year-old boy was held in $300 bail Tuesday for the grand jury on charges of stealing a 10 cent bottle of milk. The youth, Charles White, 2253 Seventh Ave., near 135th St., pleaded not guilty. Lorem ipsum dolor sit amet consectetur adipiscing elit sed do eiusmod tempor incididunt ut labore et dolore magna aliqua ut enim ad minim veniam quis nostrud exercitation ullamco laboris nisi ut aliquip ex ea commodo consequat duis aute irure dolor in reprehenderit in voluptate velit esse cillum dolore eu fugiat nulla pariatur excepteur sint occaecat cupidatat non proident sunt in culpa qui officia deserunt mollit anim id est laborum. <box>829 62 938 189</box>
brooklyn-headline: HELD WITHOUT BAIL <box>733 1107 799 1114</box>
filler-text <box>243 1107 352 1397</box>
story-headline: Ball Rolls Into Store, But Soon Rolls Out <box>131 821 229 845</box>
church-entry: Grace Gospel chapel, 161 W. 131st St. <box>594 1037 699 1044</box>
col2-stories <box>125 193 235 1094</box>
death-entry: Mamie Walker, 48, 2278 Seventh Ave. <box>125 1282 229 1289</box>
death-entry: Lucy Wells, 55, 157 W. 134th St. <box>125 1276 214 1282</box>
brooklyn-text: Mrs. Catherine Hughes, 72 years of age, was injured when she fell in her home. Lorem ipsum dolor sit amet consectetur adipiscing elit sed do eiusmod tempor incididunt ut labore et dolore magna aliqua ut enim ad minim veniam quis nostrud exercitation ullamco laboris nisi ut aliquip ex ea commodo consequat duis aute irure dolor in reprehenderit in voluptate velit esse cillum dolore eu fugiat nulla pariatur excepteur sint occaecat cupidatat non proident sunt in culpa qui officia deserunt mollit anim id est laborum. <box>711 1455 821 1555</box>
state-news-text: Mrs. Carrie Hemming, who has been visiting her brother, Rev. W. D. Hill of Yonkers, has returned to her home in Asbury Park. Lorem ipsum dolor sit amet consectetur adipiscing elit sed do eiusmod tempor incididunt ut labore et dolore magna aliqua ut enim ad minim veniam quis nostrud exercitation ullamco laboris nisi ut aliquip ex ea commodo consequat duis aute irure dolor in reprehenderit in voluptate velit esse cillum dolore eu fugiat nulla pariatur excepteur sint occaecat cupidatat non proident sunt in culpa qui officia deserunt mollit anim id est laborum. <box>360 462 468 575</box>
story-text: Robert Jones, 19 years of age, 371 W. 129th St., was given a suspended sentence by Judge Cohn in General Sessions court Friday morning, following his conviction on the charge of having taken a gold watch and diamond pin. Lorem ipsum dolor sit amet consectetur adipiscing elit sed do eiusmod tempor incididunt ut labore et dolore magna aliqua ut enim ad minim veniam quis nostrud exercitation ullamco laboris nisi ut aliquip ex ea commodo consequat duis aute irure dolor in reprehenderit in voluptate velit esse cillum dolore eu fugiat nulla pariatur excepteur sint occaecat cupidatat non proident sunt in culpa qui officia deserunt mollit anim id est laborum. <box>125 220 235 347</box>
death-entry: Janie Barco, 56, 740 W. 144th St. <box>125 1289 216 1295</box>
masthead <box>5 2 941 19</box>
filler-text <box>829 722 938 1012</box>
brooklyn-text: Magistrate Hirschfield, in Adams St. court Monday, held Clarence Green, 37 years of age, without bail. Lorem ipsum dolor sit amet consectetur adipiscing elit sed do eiusmod tempor incididunt ut labore et dolore magna aliqua ut enim ad minim veniam quis nostrud exercitation ullamco laboris nisi ut aliquip ex ea commodo consequat duis aute irure dolor in reprehenderit in voluptate velit esse cillum dolore eu fugiat nulla pariatur excepteur sint occaecat cupidatat non proident sunt in culpa qui officia deserunt mollit anim id est laborum. <box>711 309 821 416</box>
brooklyn-headline: UNIDENTIFIED MAN FOUND <box>722 537 809 544</box>
brooklyn-headline: WOMAN FINED <box>742 1336 790 1343</box>
dateline: POUGHKEEPSIE, N. Y. <box>378 579 450 586</box>
story-headline: Man Posing as Flapper Gets Long Jail Term <box>244 805 351 829</box>
